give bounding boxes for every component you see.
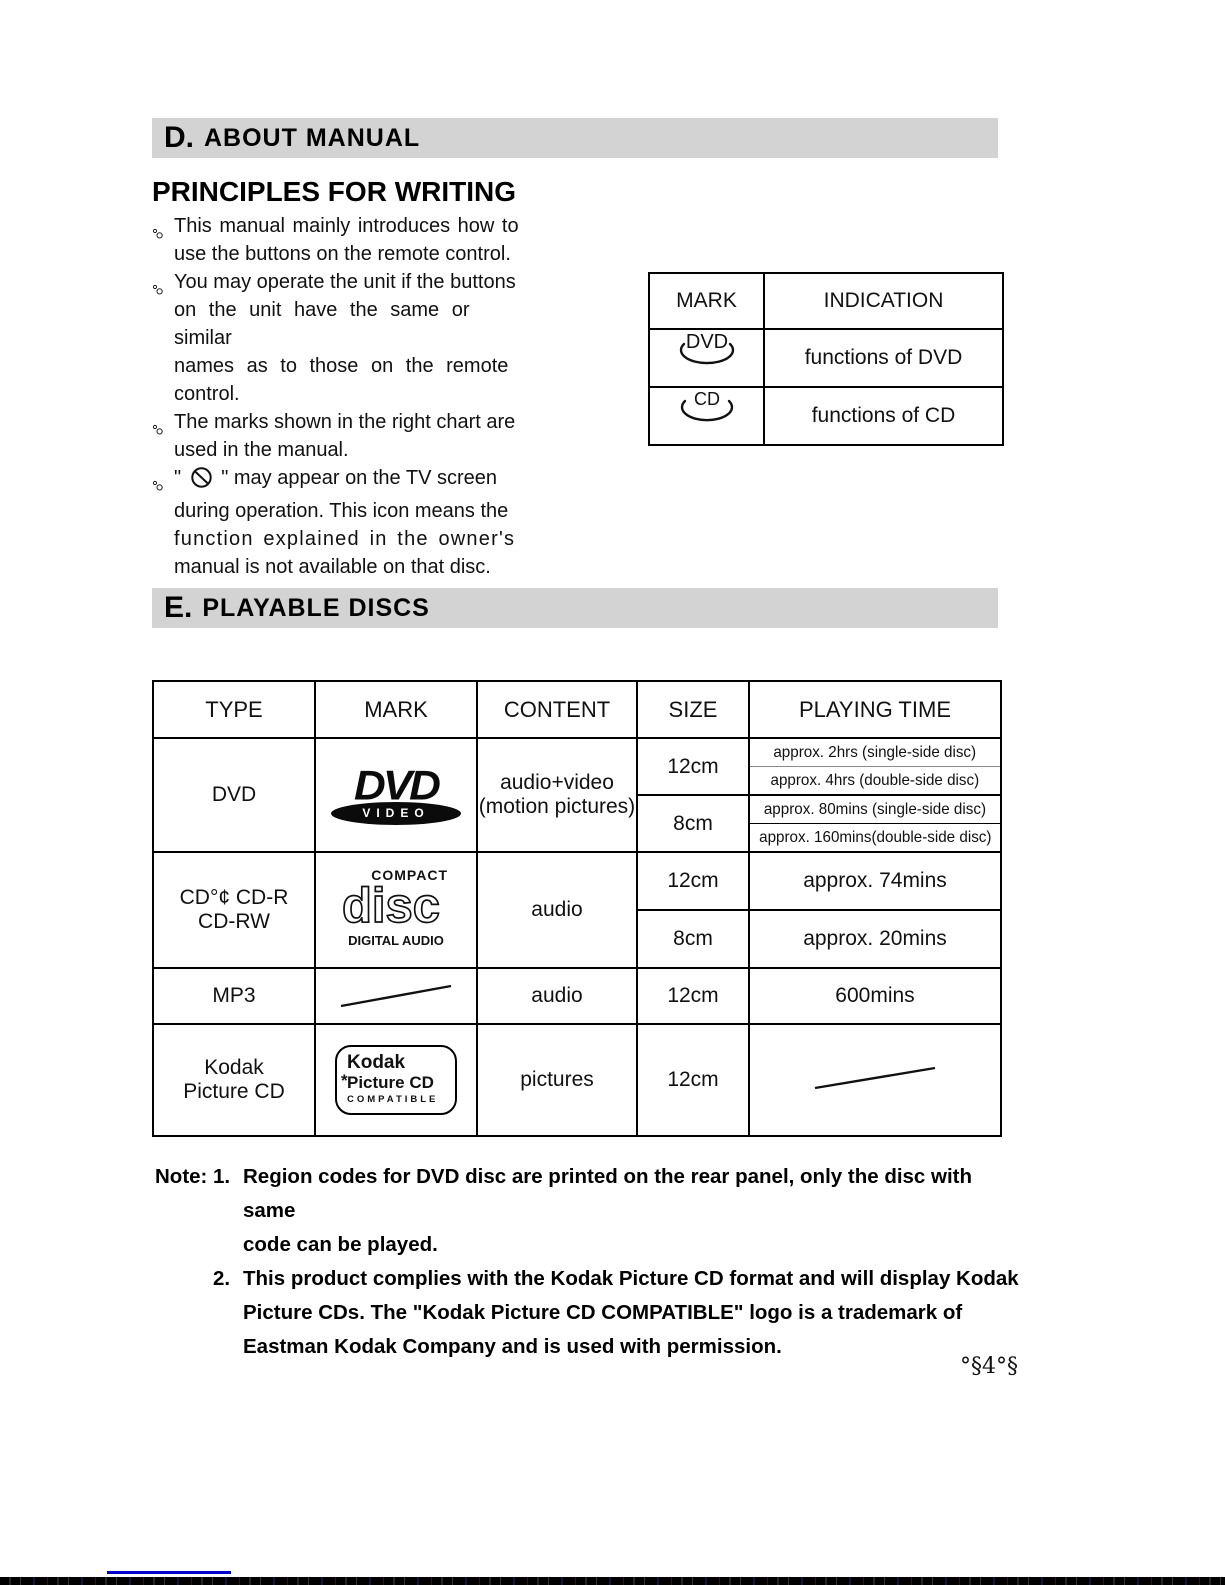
bullet-icon <box>152 276 164 304</box>
mp3-size: 12cm <box>637 968 749 1024</box>
mp3-type: MP3 <box>153 968 315 1024</box>
bullet-text-line: used in the manual. <box>174 439 349 461</box>
dvd-type: DVD <box>153 738 315 852</box>
dvd-content <box>477 738 637 852</box>
bullet-item <box>152 212 532 268</box>
cd-content: audio <box>477 852 637 968</box>
table-row <box>649 387 1003 445</box>
section-d-header-bar <box>152 118 998 158</box>
section-e-header-bar <box>152 588 998 628</box>
cd-row <box>153 852 1001 910</box>
mark-column-header: MARK <box>649 273 764 329</box>
mp3-row <box>153 968 1001 1024</box>
size-column-header: SIZE <box>637 681 749 738</box>
cd-type-line2: CD-RW <box>198 910 270 933</box>
kodak-type <box>153 1024 315 1136</box>
kodak-type-line2: Picture CD <box>183 1080 285 1103</box>
dvd-logo-video-text: VIDEO <box>331 802 461 825</box>
note-text: Picture CDs. The "Kodak Picture CD COMPATIBLE" logo is a trademark of <box>243 1301 963 1324</box>
playing-time-column-header: PLAYING TIME <box>749 681 1001 738</box>
indication-column-header: INDICATION <box>764 273 1003 329</box>
cd-logo-compact: COMPACT <box>371 866 448 883</box>
bullet-text-line: control. <box>174 383 240 405</box>
dvd-size-12cm: 12cm <box>637 738 749 795</box>
bullet-item <box>152 408 532 464</box>
dvd-time-80mins: approx. 80mins (single-side disc) <box>749 795 1001 824</box>
content-column-header: CONTENT <box>477 681 637 738</box>
principles-heading: PRINCIPLES FOR WRITING <box>152 176 516 207</box>
cd-size-12cm: 12cm <box>637 852 749 910</box>
bullet-text-line: " <box>174 467 182 489</box>
bullet-text-line: This manual mainly introduces how to <box>174 215 519 237</box>
bullet-text-line: " may appear on the TV screen <box>221 467 498 489</box>
bullet-item <box>152 464 532 581</box>
section-d-title: ABOUT MANUAL <box>204 123 421 152</box>
footer-scan-strip <box>0 1577 1225 1585</box>
kodak-row <box>153 1024 1001 1136</box>
bullet-icon <box>152 472 164 500</box>
cd-indication: functions of CD <box>764 387 1003 445</box>
note-line <box>155 1228 1025 1262</box>
dvd-row <box>153 738 1001 767</box>
dvd-time-160mins: approx. 160mins(double-side disc) <box>749 824 1001 853</box>
dvd-time-4hrs: approx. 4hrs (double-side disc) <box>749 767 1001 796</box>
mp3-dash-icon <box>315 968 477 1024</box>
table-row <box>649 329 1003 387</box>
mark-indication-table <box>648 272 1004 446</box>
cd-logo-disc: disc <box>342 878 441 933</box>
bullet-text-line: names as to those on the remote <box>174 355 509 377</box>
note-text: code can be played. <box>243 1233 438 1256</box>
bullet-text-line: You may operate the unit if the buttons <box>174 271 516 293</box>
kodak-picture-cd-logo <box>315 1024 477 1136</box>
cd-type-line1: CD°¢ CD-R <box>179 886 289 909</box>
section-e-title: PLAYABLE DISCS <box>202 593 430 622</box>
footer-blue-line <box>107 1571 231 1574</box>
note-line <box>155 1160 1025 1228</box>
cd-time-12cm: approx. 74mins <box>749 852 1001 910</box>
note-line <box>155 1330 1025 1364</box>
type-column-header: TYPE <box>153 681 315 738</box>
dvd-size-8cm: 8cm <box>637 795 749 852</box>
table-header-row <box>649 273 1003 329</box>
note-label: Note: <box>155 1165 208 1188</box>
dvd-content-line2: (motion pictures) <box>478 795 636 818</box>
kodak-size: 12cm <box>637 1024 749 1136</box>
bullet-icon <box>152 220 164 248</box>
bullet-text-line: The marks shown in the right chart are <box>174 411 516 433</box>
bullet-text-line: during operation. This icon means the <box>174 500 509 522</box>
kodak-logo-picture-cd: Picture CD <box>347 1073 434 1092</box>
mp3-content: audio <box>477 968 637 1024</box>
note-number: 1. <box>213 1165 231 1188</box>
bullet-text-line: function explained in the owner's <box>174 528 516 550</box>
dvd-time-2hrs: approx. 2hrs (single-side disc) <box>749 738 1001 767</box>
table-header-row <box>153 681 1001 738</box>
not-available-icon <box>190 466 213 497</box>
compact-disc-logo <box>315 852 477 968</box>
note-line <box>155 1262 1025 1296</box>
cd-size-8cm: 8cm <box>637 910 749 968</box>
kodak-logo-star-icon: * <box>341 1071 348 1090</box>
page-number: °§4°§ <box>960 1354 1018 1379</box>
kodak-logo-compatible: COMPATIBLE <box>347 1094 439 1105</box>
dvd-video-logo <box>315 738 477 852</box>
bullet-item <box>152 268 532 408</box>
note-text: Region codes for DVD disc are printed on the rear panel, only the disc with same <box>243 1165 973 1222</box>
bullet-icon <box>152 416 164 444</box>
note-number: 2. <box>213 1267 231 1290</box>
bullet-text-line: on the unit have the same or similar <box>174 299 470 349</box>
section-e-letter: E. <box>164 591 193 624</box>
dvd-mark-label: DVD <box>685 331 728 353</box>
note-line <box>155 1296 1025 1330</box>
dvd-logo-text: DVD <box>354 761 438 809</box>
cd-mark-icon <box>649 387 764 445</box>
kodak-content: pictures <box>477 1024 637 1136</box>
dvd-content-line1: audio+video <box>500 771 614 794</box>
kodak-logo-brand: Kodak <box>347 1052 406 1073</box>
section-d-letter: D. <box>164 121 194 154</box>
cd-mark-label: CD <box>693 389 720 409</box>
mp3-time: 600mins <box>749 968 1001 1024</box>
note-text: Eastman Kodak Company and is used with permission. <box>243 1335 782 1358</box>
note-block <box>155 1160 1025 1364</box>
dvd-indication: functions of DVD <box>764 329 1003 387</box>
cd-logo-digital-audio: DIGITAL AUDIO <box>348 932 444 948</box>
mark-column-header: MARK <box>315 681 477 738</box>
cd-time-8cm: approx. 20mins <box>749 910 1001 968</box>
bullet-text-line: use the buttons on the remote control. <box>174 243 511 265</box>
cd-type <box>153 852 315 968</box>
bullet-text-line: manual is not available on that disc. <box>174 556 491 578</box>
kodak-dash-icon <box>749 1024 1001 1136</box>
principles-bullet-list <box>152 212 532 581</box>
playable-discs-table <box>152 680 1002 1137</box>
dvd-mark-icon <box>649 329 764 387</box>
kodak-type-line1: Kodak <box>204 1056 264 1079</box>
note-text: This product complies with the Kodak Picture CD format and will display Kodak <box>243 1267 1019 1290</box>
